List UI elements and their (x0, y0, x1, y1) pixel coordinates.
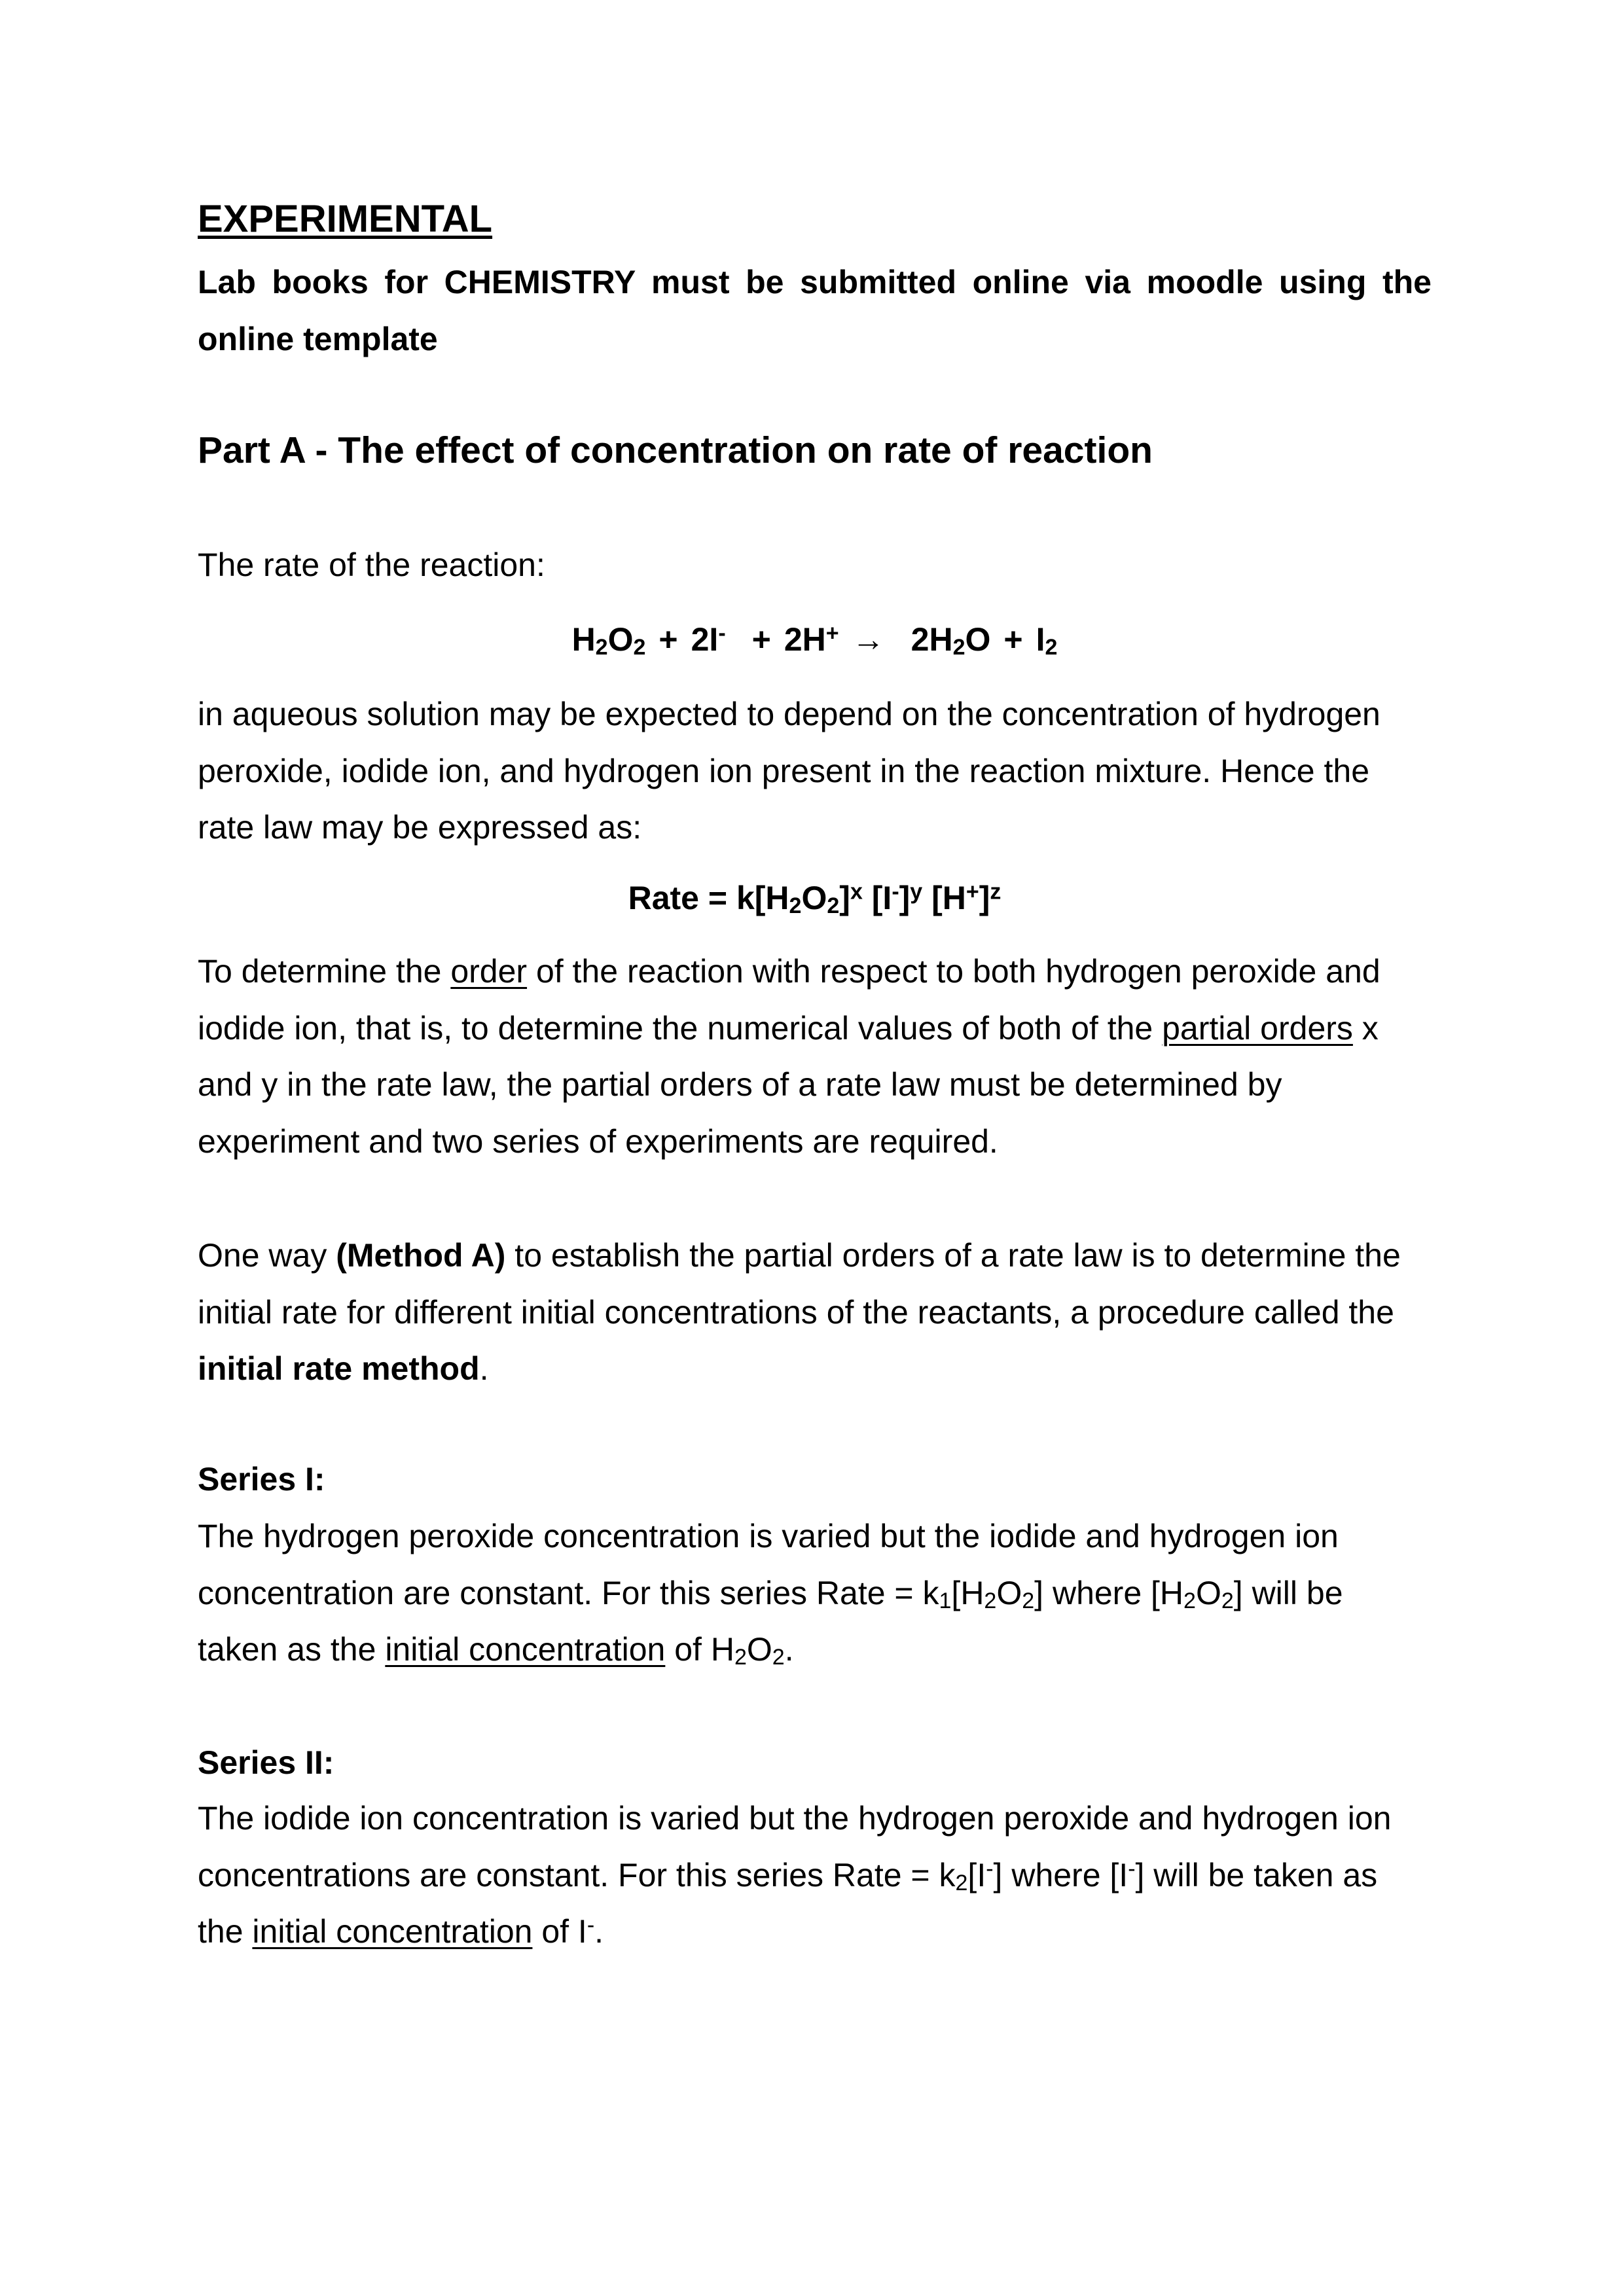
superscript: - (986, 1856, 994, 1882)
eq-hydrogen-ion: 2H (784, 621, 826, 658)
bracket: ] (899, 880, 911, 916)
text: O (1195, 1574, 1221, 1611)
superscript: - (892, 879, 899, 905)
subscript: 2 (595, 635, 608, 660)
series-2-text (198, 1790, 1428, 1960)
method-a-label: (Method A) (336, 1237, 506, 1274)
order-y: y (910, 879, 923, 905)
text: ] where [H (1034, 1574, 1184, 1611)
text: [I (967, 1856, 986, 1893)
arrow-icon: → (852, 621, 885, 658)
text: of I (532, 1913, 587, 1950)
plus-sign: + (751, 621, 771, 658)
text: [H (951, 1574, 984, 1611)
plus-sign: + (659, 621, 678, 658)
subscript: 2 (1183, 1588, 1196, 1613)
eq-water-h: 2H (911, 621, 953, 658)
superscript: - (1128, 1856, 1136, 1882)
superscript: + (825, 620, 839, 646)
rate-law-hydrogen: [H (922, 880, 966, 916)
subscript: 2 (772, 1645, 785, 1670)
plus-sign: + (1003, 621, 1023, 658)
series-1-text (198, 1508, 1428, 1678)
order-x: x (850, 879, 863, 905)
subscript: 2 (734, 1645, 747, 1670)
text: O (746, 1631, 772, 1668)
paragraph-method-a (198, 1227, 1428, 1397)
text: x and y in the rate law, the partial orders of a rate law must be determined by experiment and two series of experiments are required. (198, 1009, 1379, 1160)
underlined-term-partial-orders: partial orders (1162, 1009, 1353, 1047)
text: . (784, 1631, 794, 1668)
underlined-term-initial-concentration: initial concentration (252, 1913, 533, 1950)
series-1-title: Series I: (198, 1461, 325, 1498)
subscript: 2 (827, 893, 840, 919)
subscript: 2 (1221, 1588, 1234, 1613)
text: ] where [I (993, 1856, 1128, 1893)
section-heading: EXPERIMENTAL (198, 198, 493, 240)
text: ] will be taken as the (198, 1574, 1343, 1668)
order-z: z (990, 879, 1001, 905)
bracket: ] (839, 880, 850, 916)
subscript: 2 (1022, 1588, 1035, 1613)
rate-law-start: Rate = k[H (628, 880, 789, 916)
text: . (479, 1350, 489, 1387)
reaction-equation (198, 611, 1432, 668)
eq-iodide: 2I (691, 621, 719, 658)
rate-law-equation (198, 870, 1432, 927)
text: To determine the (198, 953, 451, 990)
subscript: 2 (984, 1588, 997, 1613)
text: The hydrogen peroxide concentration is varied but the iodide and hydrogen ion concentration are constant. For this series Rate = k (198, 1518, 1339, 1611)
eq-h: H (571, 621, 596, 658)
part-a-title: Part A - The effect of concentration on rate of reaction (198, 429, 1153, 471)
series-2-title: Series II: (198, 1744, 334, 1781)
paragraph-rate-dependence: in aqueous solution may be expected to depend on the concentration of hydrogen peroxide, iodide ion, and hydrogen ion present in the reaction mixture. Hence the rate law may be expressed as: (198, 696, 1380, 846)
subscript: 2 (1045, 635, 1058, 660)
text: to establish the partial orders of a rate law is to determine the initial rate for different initial concentrations of the reactants, a procedure called the (198, 1237, 1401, 1331)
submission-notice: Lab books for CHEMISTRY must be submitted online via moodle using the online template (198, 264, 1432, 357)
initial-rate-method-term: initial rate method (198, 1350, 480, 1387)
rate-law-iodide: [I (862, 880, 892, 916)
text: The iodide ion concentration is varied but the hydrogen peroxide and hydrogen ion concentrations are constant. For this series Rate = k (198, 1800, 1392, 1893)
superscript: - (718, 620, 726, 646)
subscript: 2 (955, 1870, 968, 1895)
subscript: 2 (789, 893, 802, 919)
superscript: - (586, 1912, 595, 1938)
text: of the reaction with respect to both hydrogen peroxide and iodide ion, that is, to determine the numerical values of both of the (198, 953, 1380, 1047)
text: One way (198, 1237, 336, 1274)
eq-o: O (607, 621, 634, 658)
rate-law-o: O (801, 880, 827, 916)
bracket: ] (979, 880, 990, 916)
subscript: 1 (939, 1588, 952, 1613)
subscript: 2 (952, 635, 965, 660)
superscript: + (965, 879, 979, 905)
underlined-term-order: order (450, 953, 528, 990)
underlined-term-initial-concentration: initial concentration (385, 1631, 666, 1668)
text: of H (665, 1631, 734, 1668)
eq-o: O (965, 621, 991, 658)
intro-text: The rate of the reaction: (198, 547, 545, 583)
text: ] will be taken as the (198, 1856, 1378, 1950)
subscript: 2 (633, 635, 646, 660)
text: O (996, 1574, 1022, 1611)
text: . (594, 1913, 604, 1950)
eq-iodine: I (1036, 621, 1045, 658)
paragraph-order (198, 943, 1428, 1170)
